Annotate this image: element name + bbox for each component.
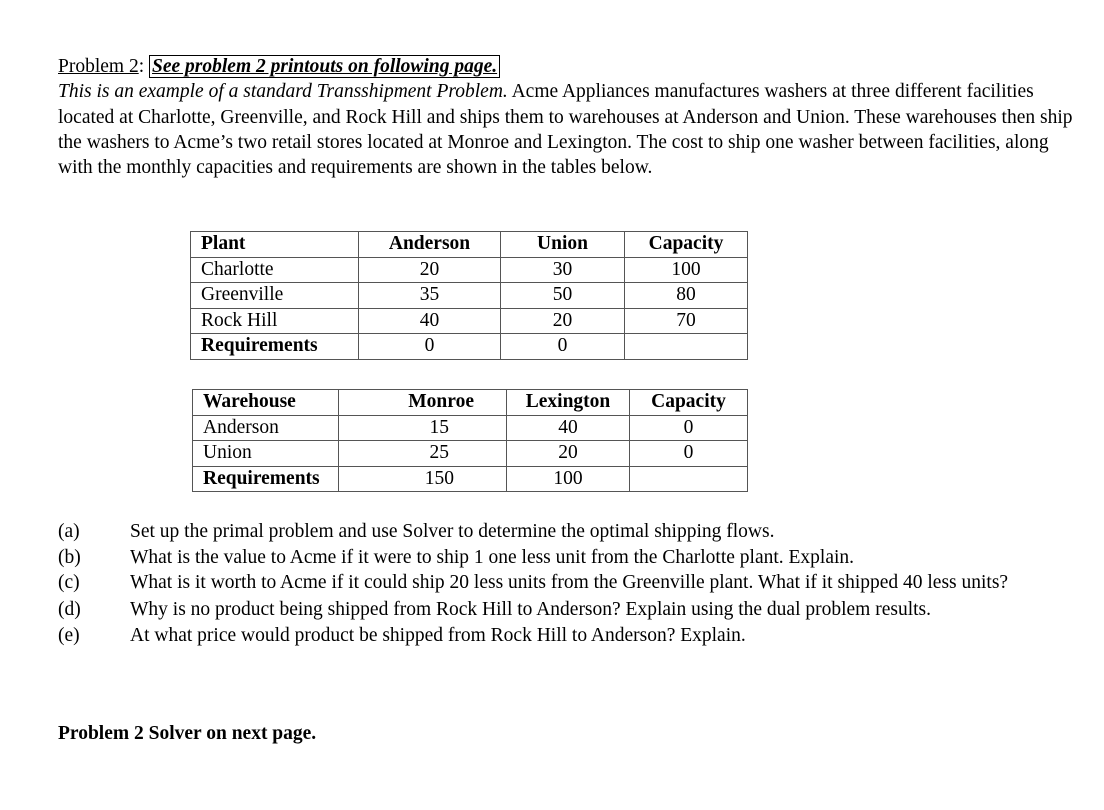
problem-description: Acme Appliances manufactures washers at three different facilities located at Charlotte, Greenville, and Rock Hill and ships them to warehouses at Anderson and Union. These warehouses then ship the washers to Acme’s two retail stores located at Monroe and Lexington. The cost to ship one washer between facilities, along with the monthly capacities and requirements are shown in the tables below. [58, 81, 1073, 179]
table-cell: 0 [630, 415, 748, 441]
question-text: At what price would product be shipped from Rock Hill to Anderson? Explain. [130, 625, 746, 646]
requirements-label: Requirements [193, 466, 339, 492]
question-text: What is it worth to Acme if it could ship 20 less units from the Greenville plant. What if it shipped 40 less units? [130, 572, 1009, 593]
printout-note-box: See problem 2 printouts on following page. [149, 55, 500, 78]
question-label: (d) [58, 598, 81, 620]
table-cell: 20 [501, 308, 625, 334]
question-text: Why is no product being shipped from Rock Hill to Anderson? Explain using the dual problem results. [130, 598, 932, 620]
table-cell: 20 [359, 257, 501, 283]
column-header: Plant [191, 232, 359, 258]
column-header: Warehouse [193, 390, 339, 416]
table-cell: 100 [625, 257, 748, 283]
table-cell [625, 334, 748, 360]
table-row [191, 283, 748, 309]
plant-to-warehouse-table [190, 231, 748, 360]
row-label: Rock Hill [191, 308, 359, 334]
list-item [58, 623, 1088, 649]
column-header: Capacity [625, 232, 748, 258]
table-cell: 15 [339, 415, 507, 441]
question-text: What is the value to Acme if it were to ship 1 one less unit from the Charlotte plant. Explain. [130, 546, 855, 568]
table-cell: 100 [507, 466, 630, 492]
column-header: Capacity [630, 390, 748, 416]
question-label: (a) [58, 521, 80, 542]
table-cell: 20 [507, 441, 630, 467]
column-header: Lexington [507, 390, 630, 416]
solver-note: Problem 2 Solver on next page. [58, 723, 317, 744]
table-cell: 150 [339, 466, 507, 492]
table-row [193, 415, 748, 441]
row-label: Charlotte [191, 257, 359, 283]
column-header: Union [501, 232, 625, 258]
problem-label: Problem 2 [58, 56, 139, 77]
row-label: Anderson [193, 415, 339, 441]
table-row [191, 308, 748, 334]
table-cell: 50 [501, 283, 625, 309]
table-cell: 25 [339, 441, 507, 467]
table-cell: 0 [501, 334, 625, 360]
requirements-row [193, 466, 748, 492]
list-item [58, 597, 1088, 623]
table-cell: 40 [507, 415, 630, 441]
problem-label-colon: : [138, 56, 145, 77]
row-label: Greenville [191, 283, 359, 309]
table-row [193, 441, 748, 467]
table-row [191, 257, 748, 283]
problem-type-sentence: This is an example of a standard Transshipment Problem. [58, 81, 508, 103]
table-cell: 70 [625, 308, 748, 334]
table-cell: 30 [501, 257, 625, 283]
table-cell [630, 466, 748, 492]
question-list [58, 519, 1088, 649]
table-cell: 80 [625, 283, 748, 309]
list-item [58, 519, 1088, 545]
table-cell: 0 [359, 334, 501, 360]
table-cell: 35 [359, 283, 501, 309]
column-header: Anderson [359, 232, 501, 258]
problem-intro [58, 54, 1078, 180]
column-header: Monroe [339, 390, 507, 416]
question-label: (c) [58, 572, 80, 593]
table-cell: 40 [359, 308, 501, 334]
warehouse-to-store-table [192, 389, 748, 492]
table-header-row [191, 232, 748, 258]
question-text: Set up the primal problem and use Solver to determine the optimal shipping flows. [130, 521, 775, 542]
question-label: (b) [58, 546, 81, 568]
list-item [58, 545, 1088, 571]
list-item [58, 570, 1088, 596]
question-label: (e) [58, 625, 80, 646]
row-label: Union [193, 441, 339, 467]
requirements-label: Requirements [191, 334, 359, 360]
table-header-row [193, 390, 748, 416]
table-cell: 0 [630, 441, 748, 467]
requirements-row [191, 334, 748, 360]
